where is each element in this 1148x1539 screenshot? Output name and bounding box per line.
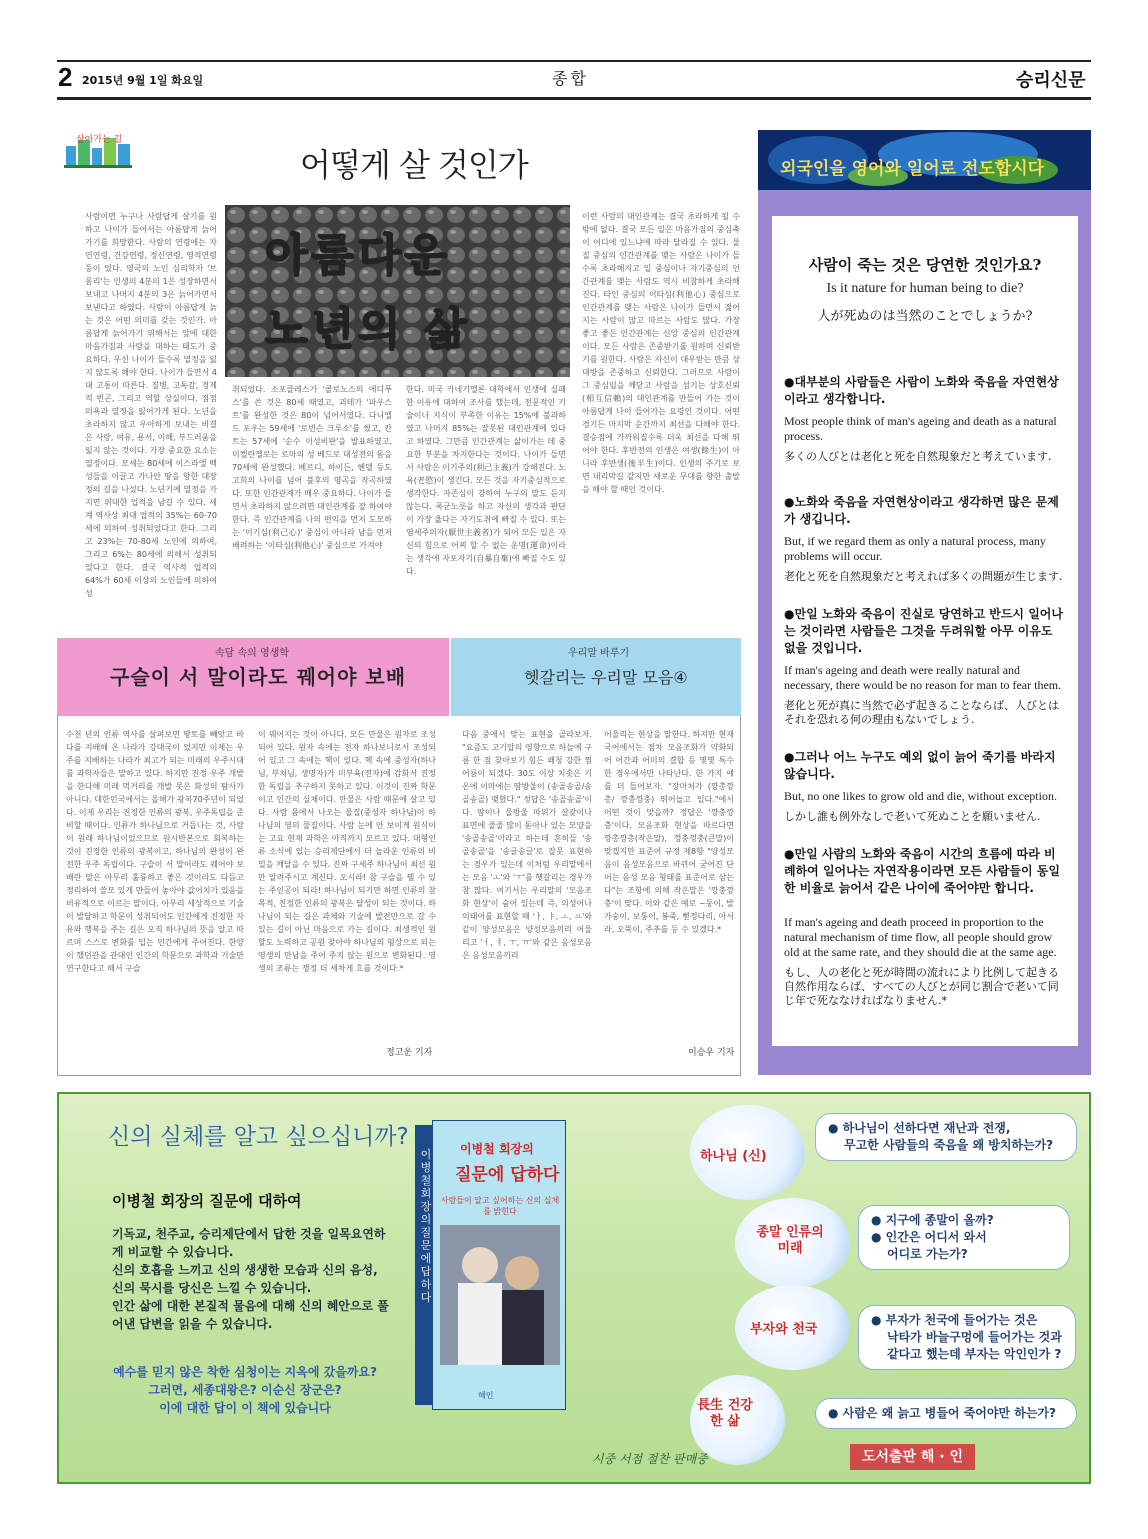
korean-language-column-1: 다음 중에서 맞는 표현을 골라보자. "요즘도 고기압의 영향으로 하늘에 구름 한 점 찾아보기 힘든 쾌청 강한 찜어름이 되겠다. 30도 이상 치솟은 기온에 이마에는 땀방울이 (송골송골/송골송골) 맺혔다." 정답은 '송골송골'이다. 땀이나 물방울 따위가 살갗이나 표면에 줄줄 많이 돋아나 있는 모양을 '송골송골'이라고 하는데 흔히들 '송골송골'을 '송글송글'로 잘못 표현하는 경우가 있는데 이처럼 우리말에서는 모음 'ㅗ'와 'ㅜ'를 헷갈리는 경우가 참 많다. 여기서는 우리말의 '모음조화 현상'이 숨어 있는데 즉, 의성어나 의태어를 표현할 때 'ㅏ, ㅑ, ㅗ, ㅛ'와 같이 양성모음은 양성모음끼리 어울리고 'ㅓ, ㅕ, ㅜ, ㅠ'와 같은 음성모음은 음성모음끼리 — [462, 730, 592, 960]
topic-label-end-times: 종말 인류의 미래 — [756, 1225, 824, 1256]
ad-body-line: 기독교, 천주교, 승리제단에서 답한 것을 일목요연하게 비교할 수 있습니다. — [112, 1227, 386, 1259]
article-column-4: 이런 사람의 대인관계는 결국 초라하게 될 수밖에 없다. 결국 모든 일은 마음가짐의 중심축이 어디에 있느냐에 따라 달라질 수 있다. 물질 중심의 인간관계를 맺는 사람은 나이가 들수록 초라해지고 일 중심이나 자기중심의 인간관계를 맺는 사람도 역시 비참하게 초라해진다. 타인 중심의 이타심(利他心) 중심으로 인간관계를 맺는 사람은 나이가 들면서 젊어지는 사람이 많고 따르는 사람도 많다. 가장 좋고 좋은 인간관계는 신앙 중심의 인간관계이다. 모든 사람은 존중받기를 원하며 신뢰받기를 원한다. 사람은 자신이 대우받는 만큼 상대방을 존중하고 신뢰한다. 그러므로 사람이 그 중심임을 깨닫고 사람을 섬기는 상호신뢰(相互信賴)의 대인관계를 만들어 가는 것이 아름답게 나이 들어가는 요령인 것이다. 어떤 경기든 마지막 순간까지 최선을 다해야 한다. 결승점에 가까워질수록 더욱 최선을 다해 뛰어야 한다. 후반전의 인생은 여생(餘生)이 아니라 후반생(後半生)이다. 인생의 주기로 보면 내리막길 같지만 새로운 무대를 향한 출발을 해야 할 때인 것이다. — [582, 212, 740, 494]
right-box-content — [772, 216, 1078, 1046]
column-logo-text: 살아가는 길 — [76, 135, 123, 145]
image-title-line2: 노년의 삶 — [265, 304, 471, 355]
bubble-line: 무고한 사람들의 죽음을 왜 방치하는가? — [844, 1138, 1054, 1152]
proverb-column-2: 이 꿰어지는 것이 아니다. 모든 만물은 원자로 조성되어 있다. 원자 속에는 전자 하나보니로서 조성되어 있고 그 속에는 핵이 있다. 핵 속에 중성자(하나님, 부처님, 생명자)가 미부육(전자)에 감화서 진정한 독립을 추구하지 못하고 있다. 이것이 진짜 학문이고 인간의 실체이다. 만물은 사람 때문에 살고 있다. 사람 몸에서 나오는 물질(중성자 하나님)이 하나님의 영의 물질이다. 사람 눈에 안 보이게 원식이는 고요 현재 과학은 아직까지 모르고 있다. 대형인류 소식에 있는 승리제단에서 더 놀라운 인류의 비밀을 깨달을 수 있다. 진짜 구세주 하나님이 최선 원만 알려주시고 계신다. 오시라! 참 구슬을 꿸 수 있는 주인공이 되라! 하나님이 되기만 하면 인류의 참 목적, 진정한 인류의 광복은 달성이 되는 것이다. 하나님이 되는 길은 과체와 기술에 발전만으로 갈 수 있는 길이 아닌 마음으로 가는 길이다. 최생적인 원할도 노력하고 공원 찾아야 하나님의 형상으로 되는 영생의 만남을 주어 주지 않는 원으로 변화된다. 영생의 조류는 쟁정 더 세차게 흐를 것이다.* — [258, 730, 436, 973]
answer-japanese: しかし誰も例外なしで老いて死ぬことを願いません. — [784, 810, 1041, 823]
answer-japanese: 多くの人びとは老化と死を自然現象だと考えています. — [784, 450, 1052, 463]
ad-question-line: 예수를 믿지 않은 착한 심청이는 지옥에 갔을까요? — [113, 1365, 377, 1379]
ad-body — [112, 1225, 392, 1333]
answer-korean: ●대부분의 사람들은 사람이 노화와 죽음을 자연현상이라고 생각합니다. — [784, 375, 1059, 406]
answer-japanese: 老化と死が真に当然で必ず起きることならば、人びとはそれを恐れる何の理由もないでしょう. — [784, 699, 1059, 726]
evangelism-banner — [758, 130, 1091, 190]
article-column-1: 사람이면 누구나 사람답게 살기를 원하고 나이가 들어서는 아름답게 늙어가기를 희망한다. 사람의 연령에는 자연연령, 건강연령, 정신연령, 영적연령 등이 있다. 영국의 노인 심리학자 '브롬리'는 인생의 4분의 1은 성장하면서 보내고 나머지 4분의 3은 늙어가면서 보낸다고 하였다. 사람이 아름답게 늙는 것은 어떤 의미를 갖는 것인가. 아름답게 늙어가기 위해서는 앞에 대한 마음가짐과 사람을 대하는 태도가 중요하다. 우선 나이가 들수록 열정을 잃지 않도록 해야 한다. 나이가 들면서 4대 고통이 따른다. 질병, 고독감, 경제적 빈곤, 그리고 역할 상실이다. 점점 의욕과 열정을 잃어가게 된다. 노년을 초라하지 않고 우아하게 보내는 비결은 사랑, 여유, 용서, 이해, 부드러움을 잃지 않는 것이다. 가장 중요한 요소는 열정이다. 모세는 80세에 이스라엘 백성들을 이끌고 가나안 땅을 향한 대장정의 길을 나섰다. 노년기에 열정을 가지면 위대한 업적을 남길 수 있다. 세계 역사상 최대 업적의 35%는 60-70세에 의하여 성취되었다고 한다. 그리고 23%는 70-80세 노인에 의하여, 그리고 6%는 80세에 의해서 성취되었다고 한다. 결국 역사적 업적의 64%가 60세 이상의 노인들에 의하여 성 — [85, 212, 217, 598]
korean-language-column-2: 어울리는 현상을 말한다. 하지만 현재 국어에서는 점차 모음조화가 약화되어 어간과 어미의 결합 등 몇몇 특수한 경우에서만 나타난다. 한 가지 예를 더 들어보자. "장마처가 (깡총깡총/ 깡충깡충) 뛰어놀고 있다."에서 어떤 것이 맞을까? 정답은 '깡충깡충'이다. 모음조화 현상을 따르다면 깡총깡총(작은말), 껑충껑충(큰말)이 맞겠지만 표준어 규정 제8항 "양성모음이 음성모음으로 바뀌어 굳어진 단어는 음성 모음 형태를 표준어로 삼는다"는 조항에 의해 작은말은 '깡충깡충'이 맞다. 이와 같은 예로 ~둥이, 발가숭이, 보퉁이, 봉죽, 뻗정다리, 아서라, 오뚝이, 주추를 등 수 있겠다.* — [604, 730, 734, 934]
proverb-column-1: 수천 년의 인류 역사를 살펴보면 땅토를 빼앗고 바다를 지배해 온 나라가 강대국이 었지만 이제는 우주를 지배하는 나라가 최고가 되는 미래의 우주시대를 과학자들은 말하고 있다. 하지만 진정 우주 개발을 한다해 미래 먹거리를 개발 못은 화성의 탐사가 아니다. 대한민국에서는 올해가 광복70주년이 되었다. 이제 우리는 진정한 인류의 광복, 우주독립을 준비할 때이다. 인류가 하나님으로 거듭나는 것, 사람이 원래 하나님이었으므로 원시반본으로 회복하는 것이 진정한 인류의 광복이고, 하나님의 완성이 완전한 우주 독립이다. 구슬이 서 말이라도 꿰어야 보배란 말은 아무리 훌륭하고 좋은 것이라도 다듬고 정리하여 쓸모 있게 만들어 놓아야 값어치가 있음을 비유적으로 이르는 말이다. 아무리 세상적으로 기술이 발달하고 학문이 성취되어도 인간에게 진정한 자유와 행복을 주는 길은 오직 하나님의 뜻을 알고 따르며 스스로 변화를 입는 인간에게 주어진다. 한양이 했던관을 관대인 인간의 학문으로 과학과 기술만 연구한다고 해서 구슬 — [66, 730, 244, 973]
column-logo — [64, 132, 132, 168]
topic-label-healthy-life: 長生 건강한 삶 — [697, 1398, 753, 1429]
answer-english: If man's ageing and death were really natural and necessary, there would be no reason for man to fear them. — [784, 663, 1062, 692]
bubble-line: 낙타가 바늘구멍에 들어가는 것과 — [887, 1330, 1062, 1344]
page-number: 2 — [58, 62, 73, 92]
korean-language-byline: 이승우 기자 — [688, 1048, 735, 1058]
answer-english: Most people think of man's ageing and death as a natural process. — [784, 414, 1057, 443]
topic-label-god: 하나님 (신) — [700, 1149, 767, 1164]
header-rule-top — [57, 60, 1091, 62]
bubble-line: ● 사람은 왜 늙고 병들어 죽어야만 하는가? — [828, 1406, 1056, 1420]
publisher-badge: 도서출판 해 · 인 — [850, 1444, 975, 1470]
banner-title: 외국인을 영어와 일어로 전도합시다 — [780, 159, 1045, 179]
korean-language-kicker: 우리말 바루기 — [568, 648, 630, 659]
ad-question-line: 그러면, 세종대왕은? 이순신 장군은? — [148, 1383, 342, 1397]
bubble-line: ● 부자가 천국에 들어가는 것은 — [871, 1313, 1038, 1327]
book-cover-photo — [440, 1225, 560, 1365]
book-publisher: 해인 — [478, 1391, 494, 1400]
book-title-top: 이병철 회장의 — [460, 1142, 534, 1156]
article-column-3: 한다. 미국 카네기멜론 대학에서 인생에 실패한 이유에 대하여 조사를 했는데, 전문적인 기술이나 지식이 부족한 이유는 15%에 불과하였고 나머지 85%는 잘못된 대인관계에 있다고 하였다. 그만큼 인간관계는 삶이가는 데 중요한 부분을 차지한다는 것이다. 나이가 들면서 사람은 이기주의(利己主義)가 강해진다. 노욕(老慾)이 생긴다. 모든 것을 자기중심적으로 생각한다. 자존심이 강하여 누구의 말도 듣지 않는다. 폭군노릇을 하고 자신의 생각과 판단이 가장 옳다는 자기도취에 빠질 수 있다. 또는 염세주의자(厭世主義者)가 되어 모든 일은 자신의 힘으로 어찌 할 수 없는 운명(運命)이라는 생각에 자포자기(自暴自棄)에 빠질 수도 있다. — [406, 385, 566, 576]
question-korean: 사람이 죽는 것은 당연한 것인가요? — [808, 256, 1042, 274]
ad-title: 신의 실체를 알고 싶으십니까? — [108, 1124, 409, 1150]
book-spine-text: 이병철 회장의 질문에 답하다 — [420, 1148, 432, 1304]
question-bubble — [858, 1205, 1070, 1270]
proverb-title: 구슬이 서 말이라도 꿰어야 보배 — [110, 665, 407, 689]
answer-item — [784, 846, 1066, 1008]
topic-label-rich-heaven: 부자와 천국 — [750, 1322, 818, 1337]
proverb-kicker: 속담 속의 영생학 — [215, 648, 289, 659]
ad-questions — [110, 1363, 380, 1417]
bubble-line: 같다고 했는데 부자는 악인인가 ? — [887, 1347, 1062, 1361]
question-bubble — [858, 1305, 1076, 1370]
answer-korean: ●노화와 죽음을 자연현상이라고 생각하면 많은 문제가 생깁니다. — [784, 495, 1059, 526]
answer-korean: ●그러나 어느 누구도 예외 없이 늙어 죽기를 바라지 않습니다. — [784, 750, 1056, 781]
bubble-line: 어디로 가는가? — [887, 1247, 968, 1261]
section-label: 종합 — [552, 69, 589, 88]
answer-item — [784, 374, 1066, 464]
article-title: 어떻게 살 것인가 — [300, 146, 528, 184]
book-subtitle: 사람들이 알고 싶어하는 신의 실체를 밝힌다 — [440, 1196, 560, 1216]
answer-english: If man's ageing and death proceed in proportion to the natural mechanism of time flow, all people should grow old at the same rate, and they should die at the same age. — [784, 915, 1057, 959]
ad-caption: 시중 서점 절찬 판매중 — [592, 1452, 708, 1466]
question-bubble — [815, 1113, 1077, 1161]
answer-korean: ●만일 노화와 죽음이 진실로 당연하고 반드시 일어나는 것이라면 사람들은 그것을 두려워할 아무 이유도 없을 것입니다. — [784, 607, 1063, 655]
bubble-line: ● 지구에 종말이 올까? — [871, 1213, 994, 1227]
answer-item — [784, 494, 1066, 584]
image-title-line1: 아름다운 — [265, 230, 452, 281]
header-rule-bottom — [57, 97, 1091, 100]
question-english: Is it nature for human being to die? — [826, 281, 1024, 296]
article-column-2: 취되었다. 소포클레스가 '콜로노스의 에디푸스'를 쓴 것은 80세 때였고, 괴테가 '파우스트'를 완성한 것은 80이 넘어서였다. 다니엘 드 포우는 59세에 '로빈슨 크루소'를 썼고, 칸트는 57세에 '순수 이성비판'을 발표하였고, 미켈란젤로는 로마의 성 베드로 대성전의 돔을 70세에 완성했다. 베르디, 하이든, 헨델 등도 고희의 나이를 넘어 불후의 명곡을 작곡하였다. 또한 인간관계가 매우 중요하다. 나이가 들면서 초라하지 않으려면 대인관계를 잘 하여야 한다. 즉 인간관계를 나의 편익을 먼저 도모하는 '이기심(利己心)' 중심이 아니라 남을 먼저 배려하는 '이타심(利他心)' 중심으로 가져야 — [232, 385, 392, 550]
question-bubble — [815, 1398, 1077, 1429]
korean-language-title: 헷갈리는 우리말 모음④ — [524, 668, 688, 687]
answer-item — [784, 606, 1066, 727]
answer-item — [784, 749, 1066, 824]
ad-question-line: 이에 대한 답이 이 책에 있습니다 — [159, 1401, 331, 1415]
ad-body-line: 인간 삶에 대한 본질적 물음에 대해 신의 혜안으로 풀어낸 답변을 읽을 수 있습니다. — [112, 1299, 389, 1331]
newspaper-name: 승리신문 — [1016, 70, 1086, 91]
bubble-line: ● 인간은 어디서 와서 — [871, 1230, 987, 1244]
answer-korean: ●만일 사람의 노화와 죽음이 시간의 흐름에 따라 비례하여 일어나는 자연작용이라면 모든 사람들이 동일한 비율로 늙어서 같은 나이에 죽어야만 합니다. — [784, 847, 1060, 895]
ad-body-line: 신의 호흡을 느끼고 신의 생생한 모습과 신의 음성, 신의 묵시를 당신은 느낄 수 있습니다. — [112, 1263, 378, 1295]
answer-japanese: 老化と死を自然現象だと考えれば多くの問題が生じます. — [784, 570, 1063, 583]
question-japanese: 人が死ぬのは当然のことでしょうか? — [817, 309, 1033, 324]
proverb-byline: 정고운 기자 — [386, 1048, 433, 1058]
answer-japanese: もし、人の老化と死が時間の流れにより比例して起きる自然作用ならば、すべての人びとが同じ割合で老いて同じ年で死ななければなりません.* — [784, 966, 1059, 1007]
strawberry-photo — [225, 205, 570, 377]
answer-english: But, no one likes to grow old and die, without exception. — [784, 789, 1057, 803]
book-title-main: 질문에 답하다 — [455, 1165, 560, 1185]
issue-date: 2015년 9월 1일 화요일 — [82, 74, 204, 87]
bubble-line: ● 하나님이 선하다면 재난과 전쟁, — [828, 1121, 1011, 1135]
answer-english: But, if we regard them as only a natural process, many problems will occur. — [784, 534, 1046, 563]
ad-subtitle: 이병철 회장의 질문에 대하여 — [112, 1192, 302, 1210]
